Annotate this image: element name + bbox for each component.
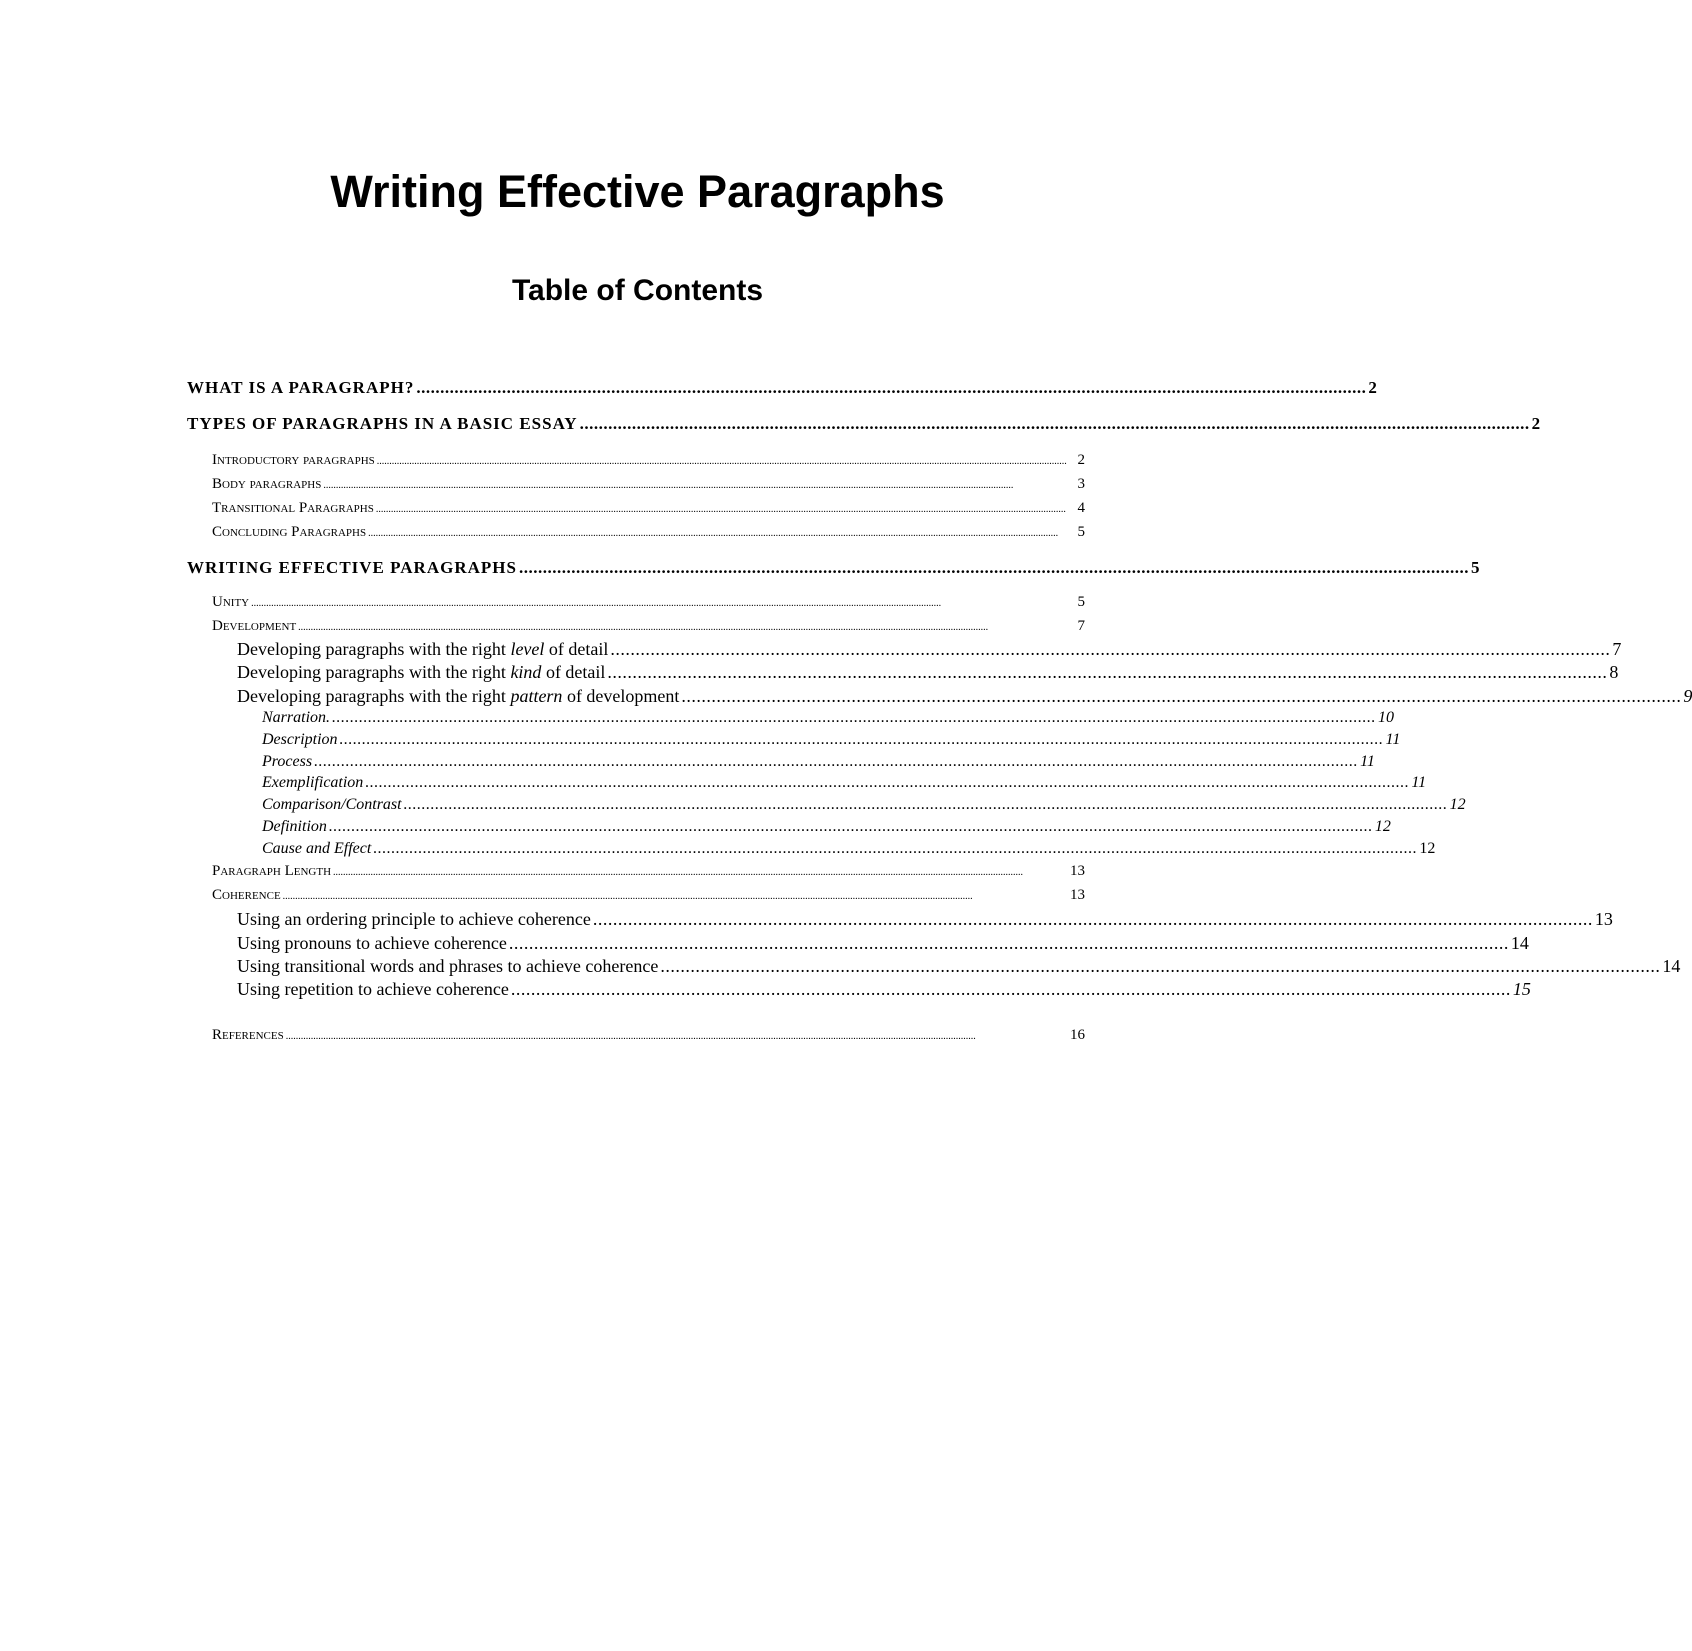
- toc-label-text: of development: [562, 686, 680, 706]
- toc-page-number: 2: [1531, 414, 1542, 433]
- toc-entry-description[interactable]: [262, 730, 1401, 750]
- toc-entry-coherence[interactable]: [212, 886, 1085, 906]
- toc-dot-leader: ........................................................................................................................................................................................................: [681, 686, 1682, 706]
- toc-entry-label: Definition: [262, 818, 327, 835]
- toc-dot-leader: ....................................................................................................................................................................................................................................................................................: [376, 456, 1067, 467]
- toc-dot-leader: ....................................................................................................................................................................................................................................................................................: [333, 867, 1024, 878]
- toc-entry-kind-of-detail[interactable]: [237, 661, 1619, 683]
- toc-entry-label: WHAT IS A PARAGRAPH?: [187, 378, 415, 397]
- toc-page-number: 9: [1683, 686, 1692, 706]
- toc-dot-leader: ........................................................................................................................................................................................................................................: [314, 753, 1359, 770]
- toc-page-number: 3: [1077, 476, 1085, 492]
- toc-page-number: 12: [1449, 796, 1466, 813]
- toc-entry-label: Introductory paragraphs: [212, 452, 375, 468]
- toc-entry-comparison-contrast[interactable]: [262, 795, 1466, 815]
- toc-entry-writing-effective-paragraphs[interactable]: [187, 557, 1481, 579]
- toc-page-number: 16: [1070, 1027, 1085, 1043]
- toc-page-number: 8: [1609, 662, 1619, 682]
- toc-dot-leader: ........................................................................................................................................................................................................: [510, 979, 1511, 999]
- toc-label-emphasis: level: [510, 639, 545, 659]
- toc-page-number: 2: [1077, 452, 1085, 468]
- toc-dot-leader: ........................................................................................................................................................................................................................................: [328, 818, 1373, 835]
- toc-entry-label: Body paragraphs: [212, 476, 322, 492]
- toc-page-number: 11: [1385, 731, 1401, 748]
- toc-dot-leader: ........................................................................................................................................................................................................: [607, 662, 1608, 682]
- toc-label-emphasis: kind: [510, 662, 542, 682]
- toc-dot-leader: ....................................................................................................................................................................................................................................................................................: [251, 598, 942, 609]
- toc-entry-types-of-paragraphs[interactable]: [187, 413, 1542, 435]
- toc-page-number: 10: [1378, 709, 1395, 726]
- toc-entry-paragraph-length[interactable]: [212, 862, 1085, 882]
- toc-entry-label: Using pronouns to achieve coherence: [237, 933, 507, 953]
- toc-dot-leader: ........................................................................................................................................................................................................: [518, 558, 1469, 577]
- toc-entry-label: Process: [262, 753, 313, 770]
- toc-entry-label: [237, 638, 608, 660]
- toc-entry-label: [237, 685, 679, 707]
- toc-dot-leader: ........................................................................................................................................................................................................................................: [403, 796, 1448, 813]
- toc-page-number: 7: [1612, 639, 1622, 659]
- toc-entry-label: Description: [262, 731, 338, 748]
- toc-page-number: 2: [1368, 378, 1378, 397]
- toc-entry-ordering-principle[interactable]: [237, 908, 1613, 930]
- toc-entry-label: WRITING EFFECTIVE PARAGRAPHS: [187, 558, 517, 577]
- document-title: Writing Effective Paragraphs: [330, 166, 945, 217]
- toc-entry-what-is-a-paragraph[interactable]: [187, 377, 1378, 399]
- toc-dot-leader: ........................................................................................................................................................................................................: [508, 933, 1509, 953]
- toc-page-number: 4: [1077, 500, 1085, 516]
- toc-entry-label: Transitional Paragraphs: [212, 500, 374, 516]
- toc-label-text: of detail: [541, 662, 606, 682]
- toc-dot-leader: ........................................................................................................................................................................................................................................: [339, 731, 1384, 748]
- toc-page-number: 12: [1419, 840, 1436, 857]
- toc-dot-leader: ........................................................................................................................................................................................................: [416, 378, 1367, 397]
- toc-dot-leader: ....................................................................................................................................................................................................................................................................................: [323, 480, 1014, 491]
- toc-label-text: Developing paragraphs with the right: [237, 662, 511, 682]
- toc-page-number: 13: [1594, 909, 1613, 929]
- toc-page-number: 15: [1512, 979, 1531, 999]
- toc-entry-process[interactable]: [262, 752, 1375, 772]
- toc-entry-unity[interactable]: [212, 593, 1085, 613]
- toc-entry-label: Using an ordering principle to achieve coherence: [237, 909, 591, 929]
- toc-dot-leader: ........................................................................................................................................................................................................: [579, 414, 1530, 433]
- toc-label-text: Developing paragraphs with the right: [237, 686, 511, 706]
- toc-entry-label: [237, 661, 605, 683]
- toc-page-number: 14: [1510, 933, 1529, 953]
- toc-entry-narration[interactable]: [262, 708, 1395, 728]
- toc-page-number: 11: [1411, 774, 1427, 791]
- toc-entry-label: Unity: [212, 594, 250, 610]
- toc-dot-leader: ....................................................................................................................................................................................................................................................................................: [282, 891, 973, 902]
- toc-label-text: Developing paragraphs with the right: [237, 639, 511, 659]
- toc-page-number: 5: [1077, 594, 1085, 610]
- toc-entry-pattern-of-development[interactable]: [237, 685, 1692, 707]
- toc-page-number: 7: [1077, 618, 1085, 634]
- toc-entry-label: Using repetition to achieve coherence: [237, 979, 509, 999]
- toc-entry-label: Coherence: [212, 887, 281, 903]
- toc-dot-leader: ........................................................................................................................................................................................................................................: [373, 840, 1418, 857]
- toc-entry-label: TYPES OF PARAGRAPHS IN A BASIC ESSAY: [187, 414, 578, 433]
- toc-dot-leader: ....................................................................................................................................................................................................................................................................................: [298, 622, 989, 633]
- toc-entry-label: Concluding Paragraphs: [212, 524, 367, 540]
- toc-entry-label: Development: [212, 618, 297, 634]
- toc-entry-label: Comparison/Contrast: [262, 796, 402, 813]
- toc-page-number: 13: [1070, 863, 1085, 879]
- toc-label-text: of detail: [544, 639, 609, 659]
- toc-entry-transitional-paragraphs[interactable]: [212, 499, 1085, 519]
- toc-entry-references[interactable]: [212, 1026, 1085, 1046]
- toc-page-number: 5: [1077, 524, 1085, 540]
- toc-dot-leader: ....................................................................................................................................................................................................................................................................................: [285, 1031, 976, 1042]
- toc-entry-label: Narration.: [262, 709, 331, 726]
- toc-page-number: 11: [1360, 753, 1375, 770]
- toc-entry-development[interactable]: [212, 617, 1085, 637]
- toc-entry-cause-and-effect[interactable]: [262, 839, 1436, 859]
- toc-entry-concluding-paragraphs[interactable]: [212, 523, 1085, 543]
- toc-entry-introductory-paragraphs[interactable]: [212, 451, 1085, 471]
- toc-dot-leader: ........................................................................................................................................................................................................: [610, 639, 1611, 659]
- toc-dot-leader: ........................................................................................................................................................................................................................................: [365, 774, 1410, 791]
- toc-dot-leader: ....................................................................................................................................................................................................................................................................................: [375, 504, 1066, 515]
- toc-dot-leader: ........................................................................................................................................................................................................: [660, 956, 1661, 976]
- toc-entry-label: Paragraph Length: [212, 863, 332, 879]
- toc-label-emphasis: pattern: [510, 686, 563, 706]
- toc-entry-exemplification[interactable]: [262, 773, 1427, 793]
- toc-entry-pronouns[interactable]: [237, 932, 1529, 954]
- toc-page-number: 13: [1070, 887, 1085, 903]
- toc-dot-leader: ....................................................................................................................................................................................................................................................................................: [368, 528, 1059, 539]
- toc-page-number: 14: [1662, 956, 1681, 976]
- toc-page-number: 5: [1470, 558, 1481, 577]
- toc-entry-definition[interactable]: [262, 817, 1391, 837]
- toc-heading: Table of Contents: [511, 274, 764, 307]
- toc-entry-transitional-words[interactable]: [237, 955, 1681, 977]
- toc-entry-label: Exemplification: [262, 774, 364, 791]
- toc-dot-leader: ........................................................................................................................................................................................................: [592, 909, 1593, 929]
- toc-entry-body-paragraphs[interactable]: [212, 475, 1085, 495]
- toc-entry-level-of-detail[interactable]: [237, 638, 1622, 660]
- toc-entry-label: Cause and Effect: [262, 840, 372, 857]
- toc-entry-label: References: [212, 1027, 284, 1043]
- toc-dot-leader: ........................................................................................................................................................................................................................................: [332, 709, 1377, 726]
- toc-entry-repetition[interactable]: [237, 978, 1531, 1000]
- toc-entry-label: Using transitional words and phrases to achieve coherence: [237, 956, 659, 976]
- toc-page-number: 12: [1374, 818, 1391, 835]
